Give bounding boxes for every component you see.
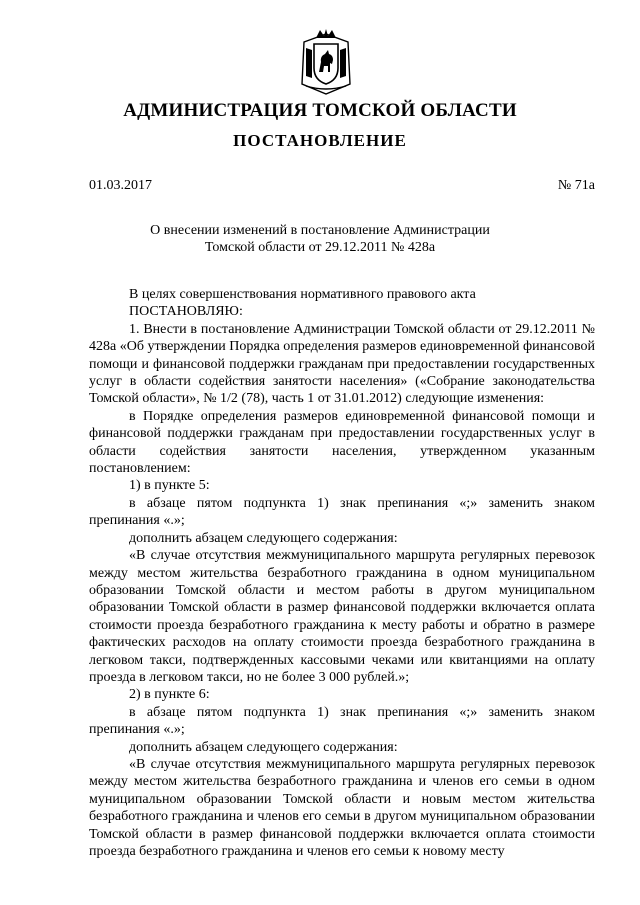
paragraph: 2) в пункте 6:	[129, 687, 210, 703]
document-date: 01.03.2017	[89, 178, 152, 193]
paragraph: 1) в пункте 5:	[129, 478, 210, 494]
document-subject	[0, 222, 640, 256]
document-body	[89, 286, 595, 860]
subject-line: Томской области от 29.12.2011 № 428а	[204, 240, 436, 255]
paragraph: «В случае отсутствия межмуниципального маршрута регулярных перевозок между местом жительства безработного гражданина и членов его семьи в одном муниципальном образовании Томской области и новым местом жительства безработного гражданина и членов его семьи в другом муниципальном образовании Томской области в размер финансовой поддержки включается оплата стоимости проезда безработного гражданина и членов его семьи к новому месту	[89, 756, 595, 859]
paragraph: дополнить абзацем следующего содержания:	[129, 739, 398, 755]
document-type: ПОСТАНОВЛЕНИЕ	[233, 131, 407, 150]
paragraph: дополнить абзацем следующего содержания:	[129, 530, 398, 546]
paragraph: в абзаце пятом подпункта 1) знак препинания «;» заменить знаком препинания «.»;	[89, 495, 595, 529]
paragraph: в Порядке определения размеров единовременной финансовой помощи и финансовой поддержки гражданам при предоставлении государственных услуг в области содействия занятости населения, утвержденном указанным постановлением:	[89, 408, 595, 477]
organization-title: АДМИНИСТРАЦИЯ ТОМСКОЙ ОБЛАСТИ	[123, 100, 517, 121]
paragraph: В целях совершенствования нормативного правового акта	[129, 287, 476, 302]
document-number: № 71а	[557, 178, 595, 193]
paragraph: «В случае отсутствия межмуниципального маршрута регулярных перевозок между местом жительства безработного гражданина в одном муниципальном образовании Томской области и местом работы в другом муниципальном образовании Томской области в размер финансовой поддержки включается оплата стоимости проезда безработного гражданина к месту работы и обратно в размере фактических расходов на оплату стоимости проезда безработного гражданина в легковом такси, подтвержденных кассовыми чеками или квитанциями на оплату проезда в легковом такси, но не более 3 000 рублей.»;	[89, 548, 595, 685]
coat-of-arms-icon	[298, 28, 354, 98]
paragraph: в абзаце пятом подпункта 1) знак препинания «;» заменить знаком препинания «.»;	[89, 704, 595, 738]
subject-line: О внесении изменений в постановление Администрации	[150, 223, 490, 238]
paragraph: 1. Внести в постановление Администрации Томской области от 29.12.2011 № 428а «Об утверждении Порядка определения размеров единовременной финансовой помощи и финансовой поддержки гражданам при предоставлении государственных услуг в области содействия занятости населения» («Собрание законодательства Томской области», № 1/2 (78), часть 1 от 31.01.2012) следующие изменения:	[89, 321, 595, 407]
paragraph-decree: ПОСТАНОВЛЯЮ:	[129, 304, 243, 320]
